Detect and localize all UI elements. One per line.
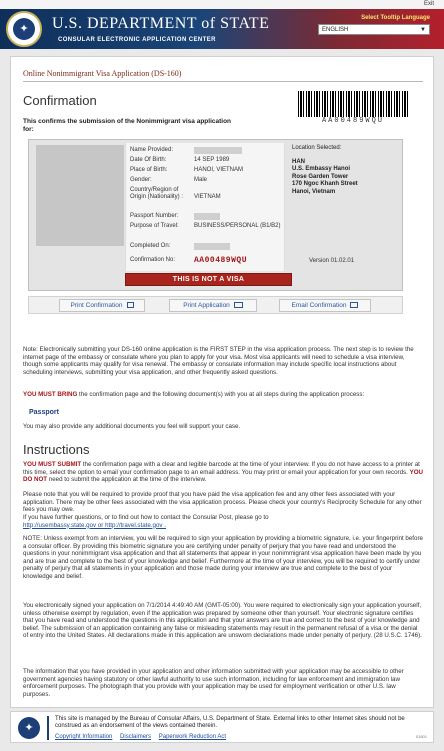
copyright-link[interactable]: Copyright Information (55, 734, 113, 740)
action-bar (28, 296, 403, 314)
redacted-value (194, 213, 220, 220)
consular-seal-icon: ✦ (18, 717, 40, 739)
department-name: U.S. DEPARTMENT of STATE (52, 15, 270, 32)
info-label: Confirmation No: (130, 257, 176, 263)
location-line: Hanoi, Vietnam (292, 188, 336, 195)
application-title: Online Nonimmigrant Visa Application (DS-160) (23, 69, 182, 78)
info-value (194, 147, 284, 154)
language-select[interactable] (318, 24, 430, 35)
do-not-emphasis: YOU DO NOT (23, 468, 423, 484)
disclaimers-link[interactable]: Disclaimers (120, 734, 152, 740)
info-value (194, 213, 284, 220)
submit-emphasis: YOU MUST SUBMIT (23, 461, 82, 468)
redacted-value (194, 243, 230, 250)
print-application-button[interactable] (169, 299, 257, 312)
footer-links (55, 734, 232, 740)
info-label: Passport Number: (130, 213, 179, 219)
location-label: Location Selected: (292, 145, 342, 151)
department-seal (6, 11, 42, 47)
location-line: Rose Garden Tower (292, 173, 349, 180)
footer-disclaimer: This site is managed by the Bureau of Consular Affairs, U.S. Department of State. External links to other Internet sites should not be construed as an endorsement of the views contained therein. (55, 716, 405, 729)
document-icon (127, 302, 134, 308)
not-a-visa-banner: THIS IS NOT A VISA (125, 273, 292, 286)
location-line: U.S. Embassy Hanoi (292, 166, 351, 172)
information-sharing-note: The information that you have provided in your application and other information submitted with your application may be accessible to other government agencies having statutory or other lawful authority to use such information, including for law enforcement and immigration law enforcement purposes. The photograph that you provide with your application may be used for employment verification or other U.S. law purposes. (23, 668, 404, 698)
info-value: VIETNAM (194, 194, 221, 200)
applicant-photo (36, 145, 124, 246)
biometric-note: NOTE: Unless exempt from an interview, you will be required to sign your application by providing a biometric signature, i.e. your fingerprint before a consular officer. By providing this biometric signature you are certifying under penalty of perjury that you have read and understood the questions in your nonimmigrant visa application and that all statements that appear in your nonimmigrant visa application have been made by you and are true and complete to the best of your knowledge and belief. Furthermore at the time of your interview, you will be required to certify under penalty of perjury that all statements in your application and those made during your interview are true and complete to the best of your knowledge and belief. (23, 535, 423, 580)
info-value (194, 243, 284, 250)
submit-instruction (23, 461, 423, 484)
submission-note: Note: Electronically submitting your DS-160 online application is the FIRST STEP in the visa application process. The next step is to review the internet page of the embassy or consulate where you plan to apply for your visa. Most visa applicants will need to schedule a visa interview, though some applicants may qualify for visa renewal. The embassy or consulate information may include specific local instructions about scheduling interviews, submitting your visa application, and other frequently asked questions. (23, 346, 414, 376)
tooltip-language-label: Select Tooltip Language (361, 15, 430, 21)
site-subtitle: CONSULAR ELECTRONIC APPLICATION CENTER (58, 37, 216, 43)
info-value: HANOI, VIETNAM (194, 167, 244, 173)
must-bring-note (23, 391, 423, 399)
confirmation-intro: This confirms the submission of the Nonimmigrant visa application for: (23, 118, 232, 133)
divider (47, 716, 49, 740)
page-title: Confirmation (23, 93, 97, 108)
info-value: 14 SEP 1989 (194, 157, 230, 163)
site-header (0, 9, 444, 49)
questions-instruction (23, 514, 423, 529)
barcode-text: AA00489WQU (321, 117, 384, 125)
language-value: ENGLISH (322, 27, 349, 33)
exit-link[interactable]: Exit (423, 1, 434, 7)
must-bring-emphasis: YOU MUST BRING (23, 391, 78, 398)
confirmation-card (28, 139, 403, 291)
info-label: Country/Region of Origin (Nationality) : (130, 187, 184, 200)
top-utility-bar (0, 0, 444, 9)
location-selected (292, 145, 400, 196)
redacted-value (194, 147, 242, 154)
chevron-down-icon: ▼ (420, 27, 426, 33)
questions-text: If you have further questions, or to find out how to contact the Consular Post, please go to (23, 514, 269, 521)
additional-documents-note: You may also provide any additional documents you feel will support your case. (23, 423, 241, 430)
submit-text: the confirmation page with a clear and legible barcode at the time of your interview. If you do not have access to a printer at this time, select the option to email your confirmation page to an email address. You may print or email your application for your own records. (23, 461, 420, 476)
info-label: Gender: (130, 177, 152, 183)
version-label: Version 01.02.01 (309, 258, 355, 264)
footer-code: 01601 (415, 734, 427, 739)
printer-icon (234, 302, 243, 308)
confirmation-number: AA00489WQU (194, 256, 248, 265)
button-label: Email Confirmation (291, 302, 347, 309)
button-label: Print Application (183, 302, 230, 309)
fees-instruction: Please note that you will be required to provide proof that you have paid the visa application fee and any other fees associated with your application. There may be other fees associated with the visa application process. Please check your country's Reciprocity Schedule for any other fees you may owe. (23, 491, 422, 514)
print-confirmation-button[interactable] (59, 299, 145, 312)
must-bring-text: the confirmation page and the following document(s) with you at all steps during the application process: (77, 391, 365, 398)
info-value: BUSINESS/PERSONAL (B1/B2) (194, 223, 281, 229)
divider (23, 81, 423, 82)
location-line: 170 Ngoc Khanh Street (292, 181, 358, 187)
info-label: Date Of Birth: (130, 157, 167, 163)
button-label: Print Confirmation (70, 302, 123, 309)
required-document-passport: Passport (29, 409, 59, 416)
do-not-text: need to submit the application at the time of the interview. (47, 476, 207, 484)
info-label: Completed On: (130, 243, 171, 249)
paperwork-reduction-link[interactable]: Paperwork Reduction Act (158, 734, 227, 740)
main-page (10, 56, 434, 708)
info-label: Name Provided: (130, 147, 174, 153)
consular-links[interactable]: http://usembassy.state.gov or http://travel.state.gov . (23, 521, 166, 529)
info-label: Purpose of Travel: (130, 223, 179, 229)
electronic-signature-note: You electronically signed your application on 7/1/2014 4:49:40 AM (GMT-05:00). You were required to electronically sign your application yourself, unless otherwise exempt by regulation, even if the application was prepared by someone other than yourself. Your electronic signature certifies that you have read and understood the questions in this application and that your answers are true and correct to the best of your knowledge and belief. The submission of an application containing any false or misleading statements may result in the permanent refusal of a visa or the denial of entry into the United States. All declarations made in this application are unsworn declarations made under penalty of perjury. (28 U.S.C. 1746). (23, 602, 422, 640)
site-footer (10, 711, 434, 743)
email-confirmation-button[interactable] (279, 299, 371, 312)
location-line: HAN (292, 158, 305, 165)
instructions-heading: Instructions (23, 442, 90, 457)
seal-icon: ✦ (13, 18, 35, 40)
applicant-info (125, 143, 285, 271)
info-value: Male (194, 177, 208, 183)
info-label: Place of Birth: (130, 167, 168, 173)
envelope-icon (350, 302, 358, 308)
barcode-image (298, 91, 408, 117)
